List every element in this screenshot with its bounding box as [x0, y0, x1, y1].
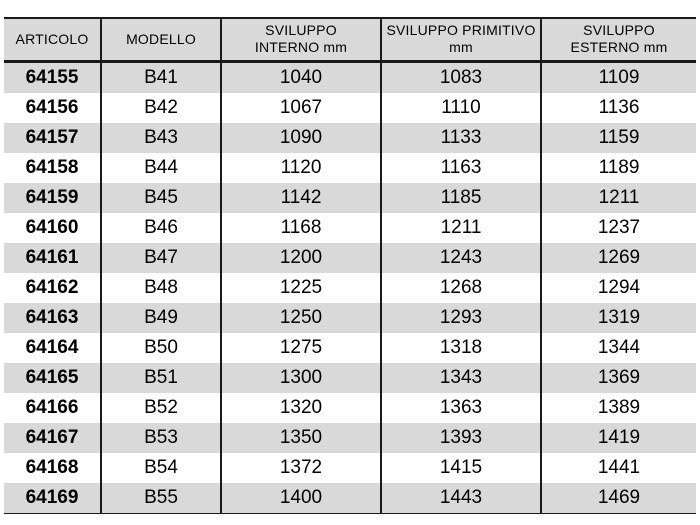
cell-interno: 1090 — [221, 123, 381, 153]
cell-modello: B45 — [101, 183, 221, 213]
cell-modello: B53 — [101, 423, 221, 453]
cell-modello: B46 — [101, 213, 221, 243]
cell-modello: B47 — [101, 243, 221, 273]
cell-interno: 1200 — [221, 243, 381, 273]
cell-interno: 1168 — [221, 213, 381, 243]
cell-interno: 1400 — [221, 483, 381, 514]
cell-articolo: 64164 — [25, 337, 79, 358]
cell-articolo: 64169 — [25, 487, 79, 508]
cell-esterno: 1319 — [541, 303, 696, 333]
cell-esterno: 1469 — [541, 483, 696, 514]
cell-primitivo: 1268 — [381, 273, 541, 303]
cell-interno: 1225 — [221, 273, 381, 303]
table-row — [4, 273, 696, 303]
cell-esterno: 1189 — [541, 153, 696, 183]
cell-esterno: 1237 — [541, 213, 696, 243]
cell-interno: 1320 — [221, 393, 381, 423]
cell-primitivo: 1243 — [381, 243, 541, 273]
cell-articolo: 64167 — [25, 427, 79, 448]
cell-primitivo: 1293 — [381, 303, 541, 333]
cell-primitivo: 1185 — [381, 183, 541, 213]
cell-esterno: 1419 — [541, 423, 696, 453]
cell-modello: B52 — [101, 393, 221, 423]
cell-primitivo: 1393 — [381, 423, 541, 453]
table-row — [4, 123, 696, 153]
column-header-sviluppo-interno — [221, 18, 381, 62]
cell-esterno: 1294 — [541, 273, 696, 303]
cell-interno: 1372 — [221, 453, 381, 483]
table-row — [4, 213, 696, 243]
cell-esterno: 1441 — [541, 453, 696, 483]
cell-interno: 1275 — [221, 333, 381, 363]
cell-primitivo: 1318 — [381, 333, 541, 363]
cell-interno: 1142 — [221, 183, 381, 213]
cell-modello: B54 — [101, 453, 221, 483]
cell-primitivo: 1211 — [381, 213, 541, 243]
column-header-line: INTERNO mm — [254, 39, 348, 55]
column-header-line: SVILUPPO PRIMITIVO — [386, 22, 536, 38]
cell-articolo: 64163 — [25, 307, 79, 328]
cell-esterno: 1159 — [541, 123, 696, 153]
table-row — [4, 62, 696, 94]
cell-articolo: 64160 — [25, 217, 79, 238]
cell-interno: 1120 — [221, 153, 381, 183]
cell-interno: 1350 — [221, 423, 381, 453]
column-header-sviluppo-esterno — [541, 18, 696, 62]
cell-interno: 1250 — [221, 303, 381, 333]
table-row — [4, 153, 696, 183]
cell-modello: B50 — [101, 333, 221, 363]
cell-esterno: 1269 — [541, 243, 696, 273]
column-header-line: SVILUPPO — [583, 22, 655, 38]
column-header-line: ARTICOLO — [15, 30, 89, 47]
table-body — [4, 62, 696, 514]
cell-primitivo: 1163 — [381, 153, 541, 183]
cell-modello: B43 — [101, 123, 221, 153]
cell-primitivo: 1415 — [381, 453, 541, 483]
column-header-sviluppo-primitivo — [381, 18, 541, 62]
table-header — [4, 18, 696, 62]
cell-articolo: 64159 — [25, 187, 79, 208]
cell-modello: B51 — [101, 363, 221, 393]
cell-articolo: 64155 — [25, 67, 79, 88]
column-header-line: MODELLO — [126, 30, 196, 47]
table-row — [4, 483, 696, 514]
cell-modello: B55 — [101, 483, 221, 514]
table-row — [4, 423, 696, 453]
cell-modello: B44 — [101, 153, 221, 183]
cell-interno: 1067 — [221, 93, 381, 123]
table-row — [4, 363, 696, 393]
cell-modello: B42 — [101, 93, 221, 123]
belt-dimensions-table — [4, 17, 696, 514]
header-row — [4, 18, 696, 62]
cell-modello: B48 — [101, 273, 221, 303]
column-header-line: ESTERNO mm — [570, 39, 668, 55]
column-header-articolo — [4, 18, 101, 62]
cell-modello: B49 — [101, 303, 221, 333]
cell-interno: 1300 — [221, 363, 381, 393]
table-row — [4, 93, 696, 123]
cell-primitivo: 1443 — [381, 483, 541, 514]
cell-articolo: 64157 — [25, 127, 79, 148]
cell-articolo: 64158 — [25, 157, 79, 178]
cell-esterno: 1109 — [541, 62, 696, 94]
table-row — [4, 393, 696, 423]
cell-articolo: 64166 — [25, 397, 79, 418]
cell-articolo: 64162 — [25, 277, 79, 298]
column-header-line: mm — [449, 39, 473, 55]
cell-articolo: 64168 — [25, 457, 79, 478]
cell-esterno: 1344 — [541, 333, 696, 363]
cell-primitivo: 1133 — [381, 123, 541, 153]
cell-articolo: 64156 — [25, 97, 79, 118]
cell-articolo: 64161 — [25, 247, 79, 268]
table-row — [4, 453, 696, 483]
cell-modello: B41 — [101, 62, 221, 94]
column-header-line: SVILUPPO — [265, 22, 337, 38]
table-row — [4, 243, 696, 273]
table-row — [4, 183, 696, 213]
table-row — [4, 333, 696, 363]
cell-interno: 1040 — [221, 62, 381, 94]
cell-esterno: 1369 — [541, 363, 696, 393]
cell-primitivo: 1083 — [381, 62, 541, 94]
cell-primitivo: 1343 — [381, 363, 541, 393]
column-header-modello — [101, 18, 221, 62]
cell-articolo: 64165 — [25, 367, 79, 388]
cell-primitivo: 1110 — [381, 93, 541, 123]
cell-esterno: 1136 — [541, 93, 696, 123]
cell-esterno: 1211 — [541, 183, 696, 213]
table-row — [4, 303, 696, 333]
cell-primitivo: 1363 — [381, 393, 541, 423]
cell-esterno: 1389 — [541, 393, 696, 423]
